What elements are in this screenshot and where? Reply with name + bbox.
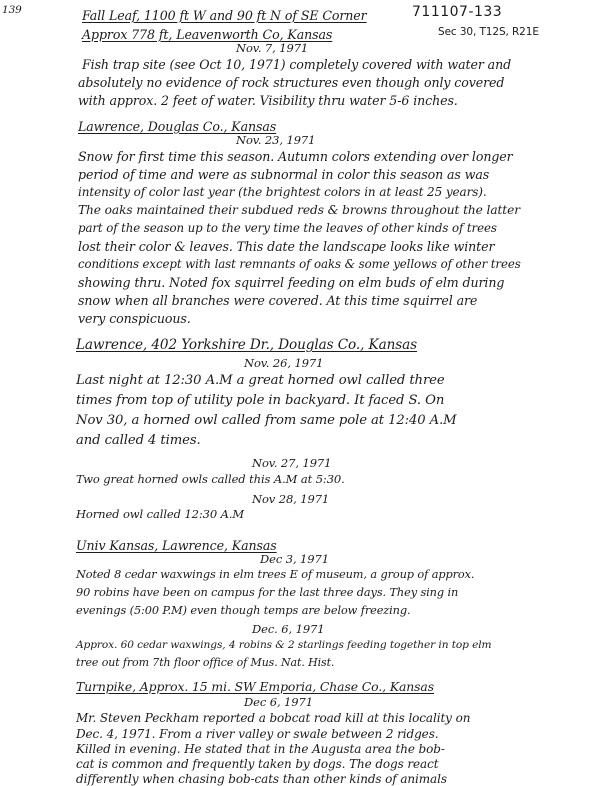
- locality-heading: Lawrence, Douglas Co., Kansas: [78, 119, 277, 134]
- entry-line: Horned owl called 12:30 A.M: [76, 507, 245, 521]
- entry-line: Two great horned owls called this A.M at 5:30.: [76, 472, 345, 486]
- entry-line: differently when chasing bob-cats than other kinds of animals: [76, 772, 447, 786]
- entry-line: Mr. Steven Peckham reported a bobcat road kill at this locality on: [76, 711, 471, 725]
- entry-line: with approx. 2 feet of water. Visibility thru water 5-6 inches.: [78, 93, 458, 108]
- entry-line: period of time and were as subnormal in color this season as was: [78, 167, 490, 182]
- entry-line: lost their color & leaves. This date the landscape looks like winter: [78, 239, 495, 254]
- entry-line: The oaks maintained their subdued reds & browns throughout the latter: [78, 203, 520, 217]
- locality-heading: Lawrence, 402 Yorkshire Dr., Douglas Co., Kansas: [76, 337, 418, 353]
- catalog-id: 711107-133: [412, 4, 503, 20]
- locality-heading: Fall Leaf, 1100 ft W and 90 ft N of SE Corner: [82, 8, 367, 23]
- entry-line: intensity of color last year (the brightest colors in at least 25 years).: [78, 185, 487, 199]
- entry-date: Dec 6, 1971: [244, 695, 313, 709]
- section-ref: Sec 30, T12S, R21E: [438, 26, 539, 38]
- entry-line: very conspicuous.: [78, 311, 191, 326]
- entry-date: Nov. 23, 1971: [236, 133, 316, 147]
- entry-date: Nov 28, 1971: [252, 492, 330, 506]
- entry-line: cat is common and frequently taken by dogs. The dogs react: [76, 757, 439, 771]
- entry-line: showing thru. Noted fox squirrel feeding on elm buds of elm during: [78, 275, 505, 290]
- entry-line: Dec. 4, 1971. From a river valley or swale between 2 ridges.: [76, 727, 439, 741]
- entry-line: Nov 30, a horned owl called from same pole at 12:40 A.M: [76, 413, 457, 428]
- entry-line: 90 robins have been on campus for the last three days. They sing in: [76, 586, 459, 599]
- entry-line: times from top of utility pole in backyard. It faced S. On: [76, 393, 445, 408]
- entry-line: Killed in evening. He stated that in the Augusta area the bob-: [76, 742, 445, 756]
- locality-heading: Turnpike, Approx. 15 mi. SW Emporia, Chase Co., Kansas: [76, 679, 434, 694]
- entry-date: Nov. 27, 1971: [252, 456, 332, 470]
- entry-line: Fish trap site (see Oct 10, 1971) completely covered with water and: [82, 57, 512, 72]
- locality-subheading: Approx 778 ft, Leavenworth Co, Kansas: [82, 27, 333, 42]
- entry-date: Dec. 6, 1971: [252, 622, 325, 636]
- entry-line: snow when all branches were covered. At this time squirrel are: [78, 293, 478, 308]
- entry-line: Snow for first time this season. Autumn colors extending over longer: [78, 149, 513, 164]
- entry-line: Last night at 12:30 A.M a great horned owl called three: [76, 373, 445, 388]
- page-number: 139: [2, 4, 22, 16]
- entry-line: evenings (5:00 P.M) even though temps are below freezing.: [76, 604, 411, 617]
- entry-date: Dec 3, 1971: [260, 552, 329, 566]
- entry-line: absolutely no evidence of rock structures even though only covered: [78, 75, 505, 90]
- locality-heading: Univ Kansas, Lawrence, Kansas: [76, 538, 277, 553]
- entry-line: Approx. 60 cedar waxwings, 4 robins & 2 starlings feeding together in top elm: [76, 639, 492, 651]
- entry-line: and called 4 times.: [76, 433, 201, 448]
- entry-line: conditions except with last remnants of oaks & some yellows of other trees: [78, 257, 521, 271]
- entry-date: Nov. 26, 1971: [244, 356, 324, 370]
- entry-line: tree out from 7th floor office of Mus. Nat. Hist.: [76, 656, 335, 669]
- entry-line: part of the season up to the very time the leaves of other kinds of trees: [78, 221, 497, 235]
- entry-line: Noted 8 cedar waxwings in elm trees E of museum, a group of approx.: [76, 568, 475, 581]
- entry-date: Nov. 7, 1971: [236, 41, 309, 55]
